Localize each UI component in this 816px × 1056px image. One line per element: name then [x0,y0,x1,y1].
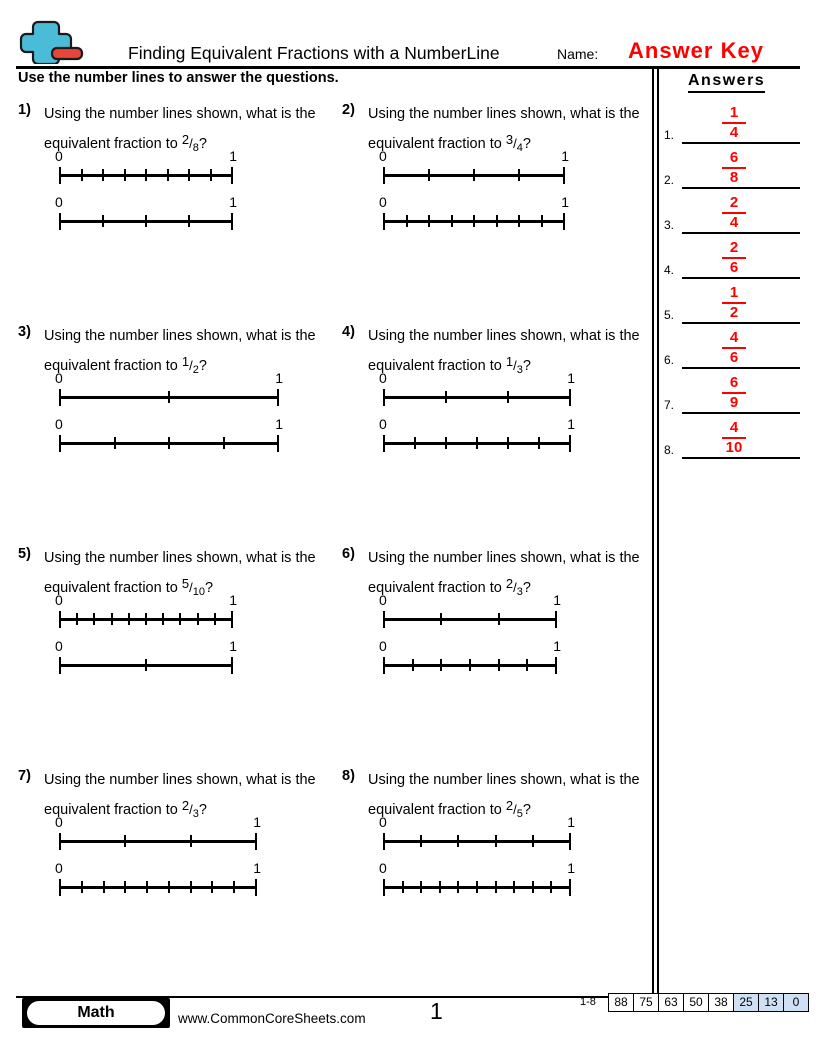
answer-numerator: 6 [729,149,739,166]
number-line [379,860,575,900]
number-line-tick [420,835,422,847]
question-number: 6) [342,546,355,562]
number-line-tick [233,881,235,893]
number-line-label-zero: 0 [55,638,63,654]
question-denominator: 8 [192,142,199,154]
number-line-tick [81,881,83,893]
answer-row-number: 6. [664,353,675,367]
number-line-tick [103,881,105,893]
number-line-endpoint-tick [383,611,385,628]
question-denominator: 3 [516,364,523,376]
number-line-label-one: 1 [229,638,237,654]
number-line-endpoint-tick [59,435,61,452]
question-number: 5) [18,546,31,562]
number-line-tick [498,659,500,671]
number-line-tick [541,215,543,227]
number-line-label-zero: 0 [55,416,63,432]
page-header [0,0,816,68]
answer-row-number: 4. [664,263,675,277]
answer-fraction [714,330,754,366]
number-line-tick [526,659,528,671]
number-line-endpoint-tick [59,389,61,406]
score-cell: 75 [634,994,659,1011]
number-line-tick [476,881,478,893]
number-line-tick [439,881,441,893]
question-text: Using the number lines shown, what is the equivalent fraction to $1/_2$? [44,324,336,383]
question-denominator: 3 [192,808,199,820]
number-line-endpoint-tick [569,879,571,896]
score-cell: 50 [684,994,709,1011]
question-numerator: 5 [181,576,190,591]
question-denominator: 10 [192,586,205,598]
number-line-tick [168,437,170,449]
number-line-tick [223,437,225,449]
question-text: Using the number lines shown, what is the equivalent fraction to $2/_5$? [368,768,660,827]
number-line-endpoint-tick [569,389,571,406]
answer-fraction [714,240,754,276]
answer-row [664,145,800,189]
number-line-label-one: 1 [567,370,575,386]
answer-row-number: 2. [664,173,675,187]
answer-blank-line [682,277,800,279]
number-line-endpoint-tick [59,167,61,184]
number-line-tick [550,881,552,893]
number-line-endpoint-tick [383,657,385,674]
number-line-endpoint-tick [59,879,61,896]
answer-denominator: 8 [729,169,739,186]
number-line-axis [384,840,570,843]
answer-row [664,280,800,324]
number-line-tick [498,613,500,625]
number-line-tick [145,613,147,625]
number-line-label-zero: 0 [55,148,63,164]
number-line-tick [167,169,169,181]
number-line-label-one: 1 [229,592,237,608]
number-line [379,148,569,188]
answer-row [664,415,800,459]
number-line-endpoint-tick [59,611,61,628]
answer-denominator: 4 [729,214,739,231]
answer-row [664,190,800,234]
number-line-tick [211,881,213,893]
number-line-tick [114,437,116,449]
number-line-label-zero: 0 [379,416,387,432]
number-line-endpoint-tick [569,833,571,850]
number-line-endpoint-tick [569,435,571,452]
number-line-tick [168,881,170,893]
number-line-tick [469,659,471,671]
number-line [55,638,237,678]
answer-blank-line [682,187,800,189]
number-line-tick [420,881,422,893]
number-line-tick [210,169,212,181]
number-line-tick [412,659,414,671]
number-line [55,592,237,632]
number-line [55,148,237,188]
number-line-tick [197,613,199,625]
question-denominator: 5 [516,808,523,820]
answer-fraction [714,375,754,411]
question-numerator: 2 [505,798,514,813]
number-line-tick [188,169,190,181]
number-line [379,370,575,410]
score-cell: 25 [734,994,759,1011]
number-line-label-one: 1 [567,860,575,876]
number-line-label-zero: 0 [379,194,387,210]
number-line-tick [102,215,104,227]
number-line-endpoint-tick [59,657,61,674]
number-line-tick [179,613,181,625]
number-line-tick [476,437,478,449]
question-number: 7) [18,768,31,784]
answer-fraction [714,285,754,321]
answer-fraction [714,420,754,456]
number-line [379,638,561,678]
question-numerator: 1 [505,354,514,369]
answer-fraction [714,195,754,231]
answer-numerator: 4 [729,419,739,436]
answer-row-number: 7. [664,398,675,412]
question-text: Using the number lines shown, what is the equivalent fraction to $1/_3$? [368,324,660,383]
number-line-tick [214,613,216,625]
answers-panel-title: Answers [688,72,765,93]
question-text: Using the number lines shown, what is the equivalent fraction to $2/_3$? [368,546,660,605]
answer-denominator: 6 [729,349,739,366]
answer-numerator: 2 [729,194,739,211]
subject-badge [22,998,170,1028]
plus-minus-logo-icon [18,18,90,64]
number-line-tick [445,391,447,403]
score-cell: 63 [659,994,684,1011]
answer-fraction [714,150,754,186]
number-line-tick [414,437,416,449]
number-line-label-one: 1 [275,370,283,386]
number-line-tick [507,391,509,403]
number-line-tick [128,613,130,625]
answer-numerator: 1 [729,104,739,121]
number-line-label-zero: 0 [379,638,387,654]
number-line-label-one: 1 [561,148,569,164]
number-line-tick [190,835,192,847]
question-numerator: 2 [181,798,190,813]
number-line-endpoint-tick [255,879,257,896]
number-line-tick [473,169,475,181]
question-number: 3) [18,324,31,340]
number-line-endpoint-tick [563,167,565,184]
number-line-endpoint-tick [563,213,565,230]
number-line-label-zero: 0 [55,860,63,876]
number-line [55,194,237,234]
question-text: Using the number lines shown, what is the equivalent fraction to $2/_3$? [44,768,336,827]
fraction-slash: / [189,802,193,817]
number-line-label-one: 1 [253,814,261,830]
number-line-tick [495,881,497,893]
answer-row-number: 3. [664,218,675,232]
number-line-label-one: 1 [567,416,575,432]
number-line-tick [532,835,534,847]
answer-key-value: Answer Key [628,38,764,63]
number-line-tick [190,881,192,893]
number-line [379,814,575,854]
question-number: 1) [18,102,31,118]
question-numerator: 3 [505,132,514,147]
question-text: Using the number lines shown, what is the equivalent fraction to $2/_8$? [44,102,336,161]
number-line-endpoint-tick [59,833,61,850]
fraction-slash: / [189,358,193,373]
fraction-slash: / [513,802,517,817]
answers-panel-divider-right [657,68,659,993]
page-number: 1 [430,998,443,1024]
fraction-slash: / [513,136,517,151]
question-number: 4) [342,324,355,340]
site-url: www.CommonCoreSheets.com [178,1011,366,1026]
number-line [379,194,569,234]
number-line-tick [428,215,430,227]
number-line-endpoint-tick [231,611,233,628]
answer-numerator: 6 [729,374,739,391]
answer-numerator: 1 [729,284,739,301]
number-line-label-one: 1 [561,194,569,210]
number-line-tick [532,881,534,893]
subject-badge-label: Math [27,1001,165,1025]
number-line [55,416,283,456]
answer-denominator: 6 [729,259,739,276]
number-line-tick [168,391,170,403]
number-line-endpoint-tick [383,213,385,230]
number-line-endpoint-tick [555,611,557,628]
number-line-tick [538,437,540,449]
number-line-tick [402,881,404,893]
answer-blank-line [682,367,800,369]
number-line-tick [145,659,147,671]
number-line-axis [60,886,256,889]
number-line-label-zero: 0 [379,148,387,164]
number-line-endpoint-tick [255,833,257,850]
answer-blank-line [682,412,800,414]
number-line-tick [495,835,497,847]
question-denominator: 4 [516,142,523,154]
number-line-tick [145,215,147,227]
number-line-endpoint-tick [383,389,385,406]
number-line-axis [60,840,256,843]
number-line-tick [518,169,520,181]
number-line-label-one: 1 [229,148,237,164]
number-line-label-one: 1 [229,194,237,210]
number-line-tick [124,881,126,893]
answer-denominator: 10 [725,439,743,456]
number-line-label-zero: 0 [379,860,387,876]
number-line-tick [457,835,459,847]
number-line-label-zero: 0 [55,370,63,386]
answer-row-number: 1. [664,128,675,142]
number-line-label-zero: 0 [379,814,387,830]
number-line-tick [406,215,408,227]
number-line-tick [496,215,498,227]
number-line-endpoint-tick [231,657,233,674]
number-line [379,592,561,632]
number-line [55,860,261,900]
score-range-label: 1-8 [580,996,596,1008]
score-cell: 88 [609,994,634,1011]
number-line-label-zero: 0 [379,592,387,608]
question-denominator: 2 [192,364,199,376]
answer-blank-line [682,457,800,459]
number-line-label-zero: 0 [379,370,387,386]
number-line-label-zero: 0 [55,814,63,830]
answer-denominator: 9 [729,394,739,411]
number-line-tick [93,613,95,625]
number-line-endpoint-tick [555,657,557,674]
fraction-slash: / [513,580,517,595]
number-line-label-one: 1 [567,814,575,830]
number-line-label-zero: 0 [55,194,63,210]
number-line-endpoint-tick [59,213,61,230]
number-line-tick [473,215,475,227]
instructions-text: Use the number lines to answer the questions. [18,70,339,86]
score-cell: 38 [709,994,734,1011]
score-cell: 13 [759,994,784,1011]
number-line-tick [513,881,515,893]
number-line-endpoint-tick [231,213,233,230]
question-number: 8) [342,768,355,784]
number-line-endpoint-tick [383,833,385,850]
number-line-label-one: 1 [553,592,561,608]
number-line-tick [146,881,148,893]
fraction-slash: / [189,136,193,151]
answers-panel-divider-left [652,68,654,993]
number-line-label-one: 1 [275,416,283,432]
number-line-label-one: 1 [253,860,261,876]
answer-row-number: 5. [664,308,675,322]
number-line-endpoint-tick [383,435,385,452]
number-line-tick [428,169,430,181]
page-title: Finding Equivalent Fractions with a NumberLine [128,43,500,63]
answer-numerator: 2 [729,239,739,256]
number-line-endpoint-tick [231,167,233,184]
number-line-tick [111,613,113,625]
number-line-endpoint-tick [383,879,385,896]
number-line-tick [124,169,126,181]
number-line-tick [102,169,104,181]
answer-blank-line [682,232,800,234]
question-numerator: 1 [181,354,190,369]
fraction-slash: / [189,580,193,595]
number-line-tick [457,881,459,893]
number-line-axis [384,618,556,621]
number-line-tick [440,659,442,671]
answer-denominator: 2 [729,304,739,321]
number-line-label-zero: 0 [55,592,63,608]
number-line-tick [162,613,164,625]
answer-row-number: 8. [664,443,675,457]
header-divider [16,66,800,69]
number-line-tick [440,613,442,625]
name-label: Name: [557,46,599,62]
question-numerator: 2 [505,576,514,591]
answer-fraction [714,105,754,141]
number-line-tick [445,437,447,449]
number-line-tick [518,215,520,227]
number-line-tick [188,215,190,227]
number-line [55,814,261,854]
number-line-axis [384,396,570,399]
answer-denominator: 4 [729,124,739,141]
number-line-tick [451,215,453,227]
question-text: Using the number lines shown, what is the equivalent fraction to $5/_{10}$? [44,546,336,605]
number-line-tick [124,835,126,847]
number-line-tick [81,169,83,181]
number-line-endpoint-tick [277,435,279,452]
number-line [55,370,283,410]
answer-row [664,370,800,414]
answer-blank-line [682,322,800,324]
score-grid [608,993,809,1012]
number-line-tick [76,613,78,625]
score-cell: 0 [784,994,808,1011]
number-line-endpoint-tick [277,389,279,406]
number-line-label-one: 1 [553,638,561,654]
answer-numerator: 4 [729,329,739,346]
answer-row [664,100,800,144]
question-denominator: 3 [516,586,523,598]
number-line-tick [507,437,509,449]
question-numerator: 2 [181,132,190,147]
number-line-tick [145,169,147,181]
question-number: 2) [342,102,355,118]
number-line [379,416,575,456]
number-line-endpoint-tick [383,167,385,184]
answer-row [664,325,800,369]
answer-row [664,235,800,279]
fraction-slash: / [513,358,517,373]
answer-blank-line [682,142,800,144]
question-text: Using the number lines shown, what is the equivalent fraction to $3/_4$? [368,102,660,161]
